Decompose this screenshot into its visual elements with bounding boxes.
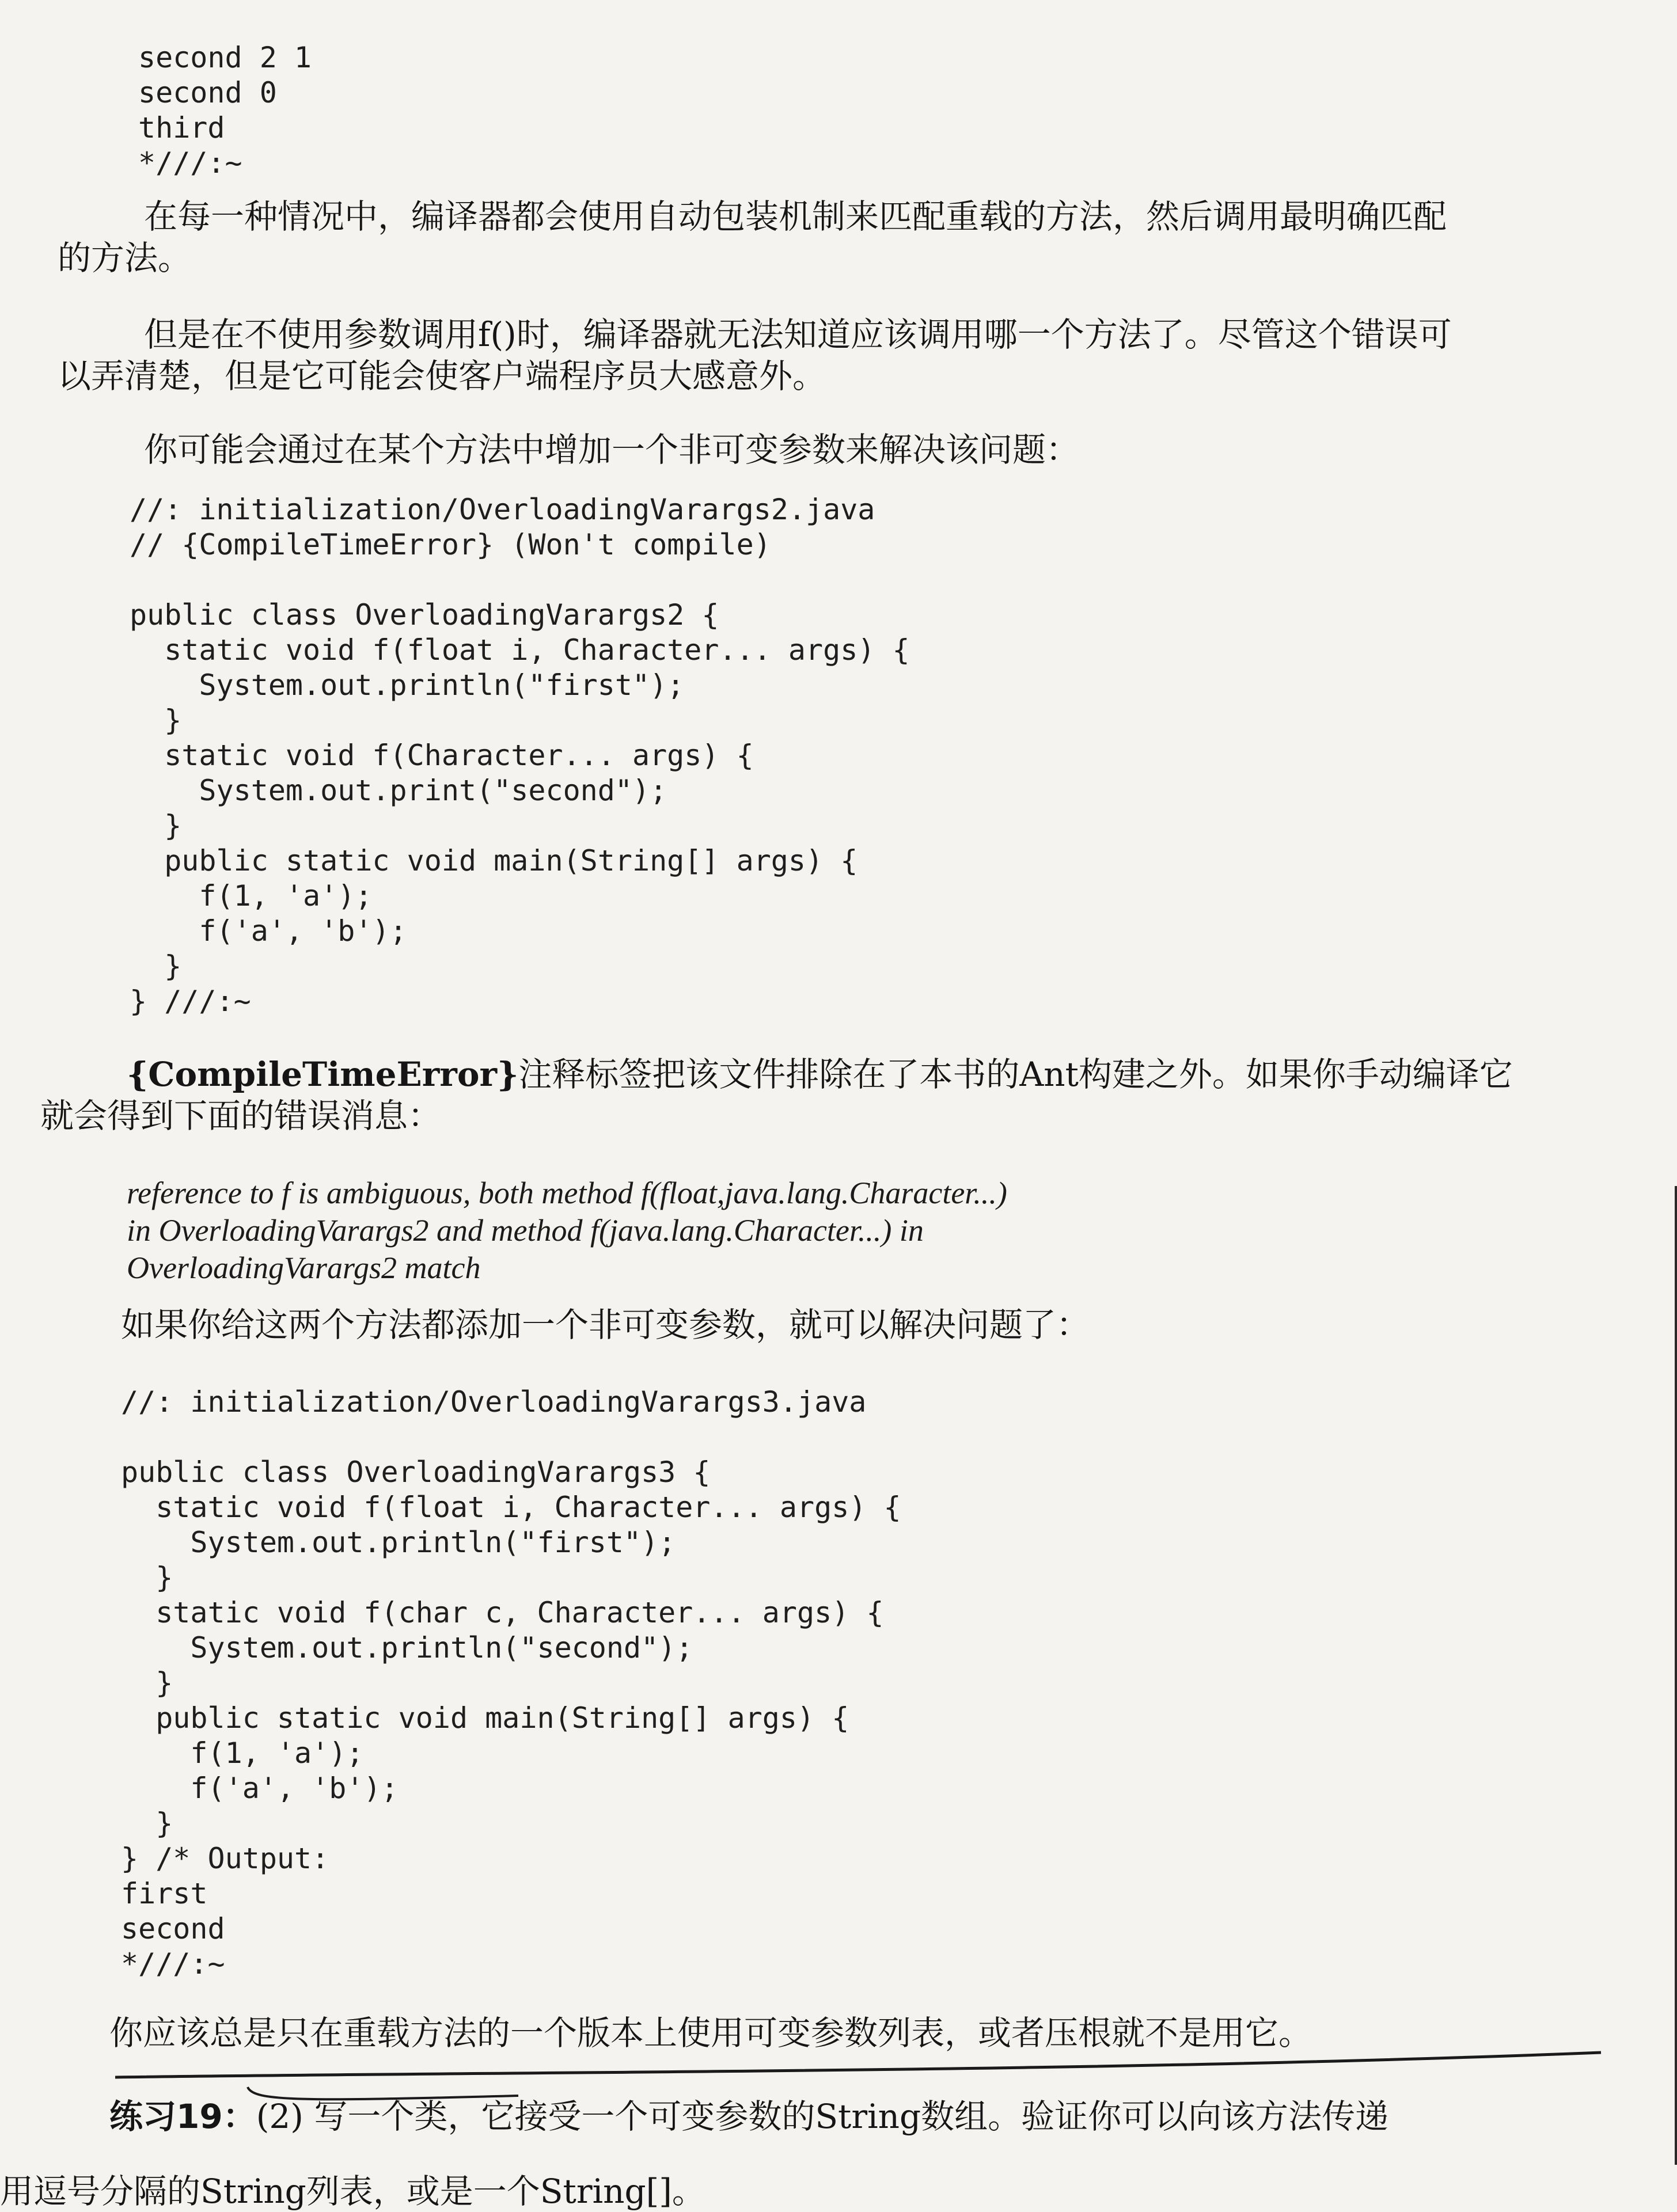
compiler-error-message: reference to f is ambiguous, both method f(float,java.lang.Character...) in OverloadingVarargs2 and method f(java.lang.Character...) in OverloadingVarargs2 match bbox=[127, 1176, 1007, 1285]
paragraph-line: 注释标签把该文件排除在了本书的Ant构建之外。如果你手动编译它 bbox=[518, 1055, 1513, 1094]
paragraph-line: 的方法。 bbox=[58, 238, 192, 278]
compiletimeerror-tag: {CompileTimeError} bbox=[127, 1055, 519, 1094]
paragraph-line: 就会得到下面的错误消息： bbox=[40, 1096, 442, 1135]
exercise-text: (2) 写一个类，它接受一个可变参数的String数组。验证你可以向该方法传递 bbox=[256, 2097, 1389, 2136]
code-output-top: second 2 1 second 0 third *///:~ bbox=[138, 41, 312, 180]
code-listing-overloadingvarargs2: //: initialization/OverloadingVarargs2.java // {CompileTimeError} (Won't compile) public class OverloadingVarargs2 { static void f(float i, Character... args) { System.out.println("first"); } static void f(Character... args) { System.out.print("second"); } public static void main(String[] args) { f(1, 'a'); f('a', 'b'); } } ///:~ bbox=[130, 493, 910, 1018]
exercise-text: 用逗号分隔的String列表，或是一个String[]。 bbox=[0, 2172, 705, 2211]
code-listing-overloadingvarargs3: //: initialization/OverloadingVarargs3.java public class OverloadingVarargs3 { static void f(float i, Character... args) { System.out.println("first"); } static void f(char c, Character... args) { System.out.println("second"); } public static void main(String[] args) { f(1, 'a'); f('a', 'b'); } } /* Output: first second *///:~ bbox=[121, 1385, 901, 1981]
paragraph-line: 在每一种情况中，编译器都会使用自动包装机制来匹配重载的方法，然后调用最明确匹配 bbox=[144, 197, 1447, 236]
paragraph-line: 你可能会通过在某个方法中增加一个非可变参数来解决该问题： bbox=[144, 430, 1080, 469]
paragraph-line: 以弄清楚，但是它可能会使客户端程序员大感意外。 bbox=[58, 356, 826, 396]
exercise-label: 练习19： bbox=[109, 2097, 256, 2136]
paragraph-line: 但是在不使用参数调用f()时，编译器就无法知道应该调用哪一个方法了。尽管这个错误可 bbox=[144, 315, 1452, 354]
paragraph-line: 你应该总是只在重载方法的一个版本上使用可变参数列表，或者压根就不是用它。 bbox=[109, 2013, 1312, 2053]
paragraph-line: 如果你给这两个方法都添加一个非可变参数，就可以解决问题了： bbox=[121, 1305, 1090, 1344]
page-edge-line bbox=[1675, 1186, 1677, 2165]
